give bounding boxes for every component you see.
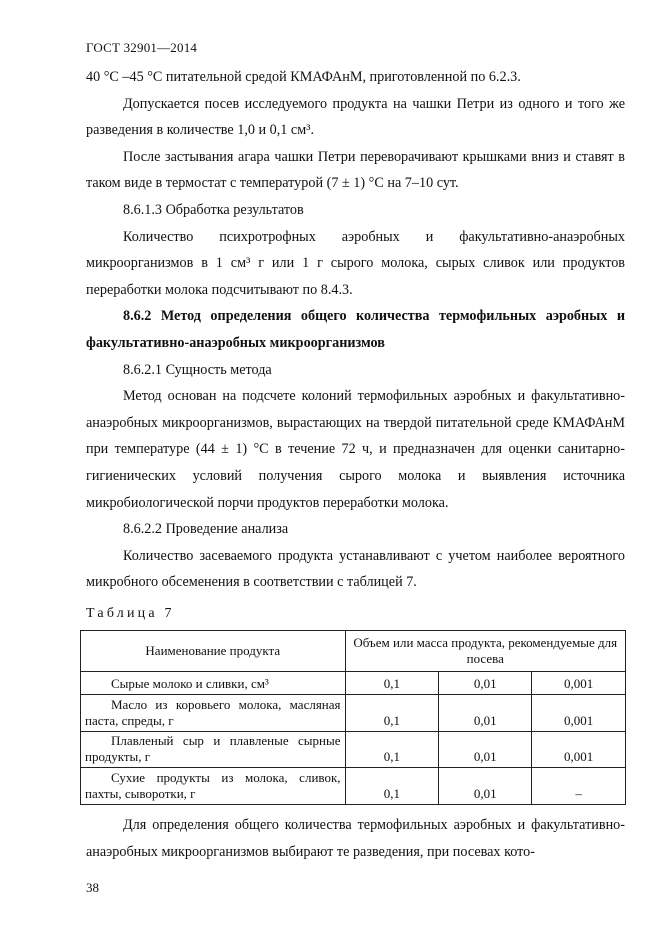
page-number: 38 [86,880,99,895]
paragraph: Метод основан на подсчете колоний термофильных аэробных и факультативно-анаэробных микроорганизмов, вырастающих на твердой питательной среде КМАФАнМ при температуре (44 ± 1) °С в течение 72 ч, и предназначен для оценки санитарно-гигиенических условий получения сырого молока и выявления источника микробиологической порчи продуктов переработки молока. [86,388,625,511]
value-cell: 0,1 [345,695,439,732]
paragraph: Количество засеваемого продукта устанавливают с учетом наиболее вероятного микробного обсеменения в соответствии с таблицей 7. [86,547,625,591]
paragraph: Количество психротрофных аэробных и факультативно-анаэробных микроорганизмов в 1 см³ г или 1 г сырого молока, сырых сливок или продуктов переработки молока подсчитывают по 8.4.3. [86,228,625,298]
value-cell: 0,1 [345,672,439,695]
product-name-cell: Сухие продукты из молока, сливок, пахты, сыворотки, г [81,768,346,805]
value-cell: 0,01 [439,672,532,695]
table-row [81,695,626,732]
paragraph: 40 °С –45 °С питательной средой КМАФАнМ, приготовленной по 6.2.3. [86,69,521,85]
value-cell: 0,01 [439,768,532,805]
product-name-cell: Сырые молоко и сливки, см³ [81,672,346,695]
table-7 [80,630,626,805]
value-cell: 0,1 [345,732,439,768]
paragraph: После застывания агара чашки Петри переворачивают крышками вниз и ставят в таком виде в термостат с температурой (7 ± 1) °С на 7–10 сут. [86,148,625,192]
body-text [86,64,625,596]
table-row [81,768,626,805]
table-row [81,672,626,695]
value-cell: – [532,768,626,805]
section-heading-bold: 8.6.2 Метод определения общего количества термофильных аэробных и факультативно-анаэробных микроорганизмов [86,308,625,351]
value-cell: 0,001 [532,672,626,695]
table-row [81,732,626,768]
value-cell: 0,01 [439,732,532,768]
paragraph: Допускается посев исследуемого продукта на чашки Петри из одного и того же разведения в количестве 1,0 и 0,1 см³. [86,95,625,139]
paragraph: Для определения общего количества термофильных аэробных и факультативно-анаэробных микроорганизмов выбирают те разведения, при посевах кото- [86,817,625,860]
section-heading: 8.6.2.1 Сущность метода [123,361,272,378]
col-name-header: Наименование продукта [81,631,346,672]
col-volume-header: Объем или масса продукта, рекомендуемые для посева [345,631,625,672]
body-text-continued [86,812,625,865]
product-name-cell: Масло из коровьего молока, масляная паста, спреды, г [81,695,346,732]
value-cell: 0,01 [439,695,532,732]
value-cell: 0,1 [345,768,439,805]
product-name-cell: Плавленый сыр и плавленые сырные продукты, г [81,732,346,768]
section-heading: 8.6.1.3 Обработка результатов [123,201,304,218]
value-cell: 0,001 [532,695,626,732]
table-header-row [81,631,626,672]
value-cell: 0,001 [532,732,626,768]
document-code-header: ГОСТ 32901—2014 [86,40,198,55]
section-heading: 8.6.2.2 Проведение анализа [123,521,289,538]
table-caption: Таблица 7 [86,606,175,621]
